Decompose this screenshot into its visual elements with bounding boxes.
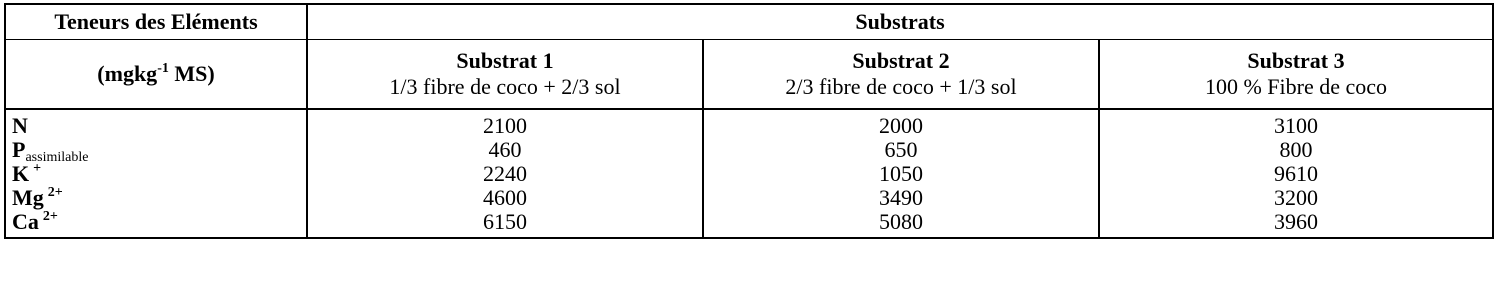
element-charge: +: [33, 161, 42, 176]
element-symbol: Mg: [12, 185, 44, 210]
element-charge: 2+: [42, 209, 58, 224]
element-label: [5, 109, 307, 138]
header-row-1: [5, 4, 1493, 40]
substrate-description: 2/3 fibre de coco + 1/3 sol: [785, 74, 1017, 99]
value-cell: 4600: [307, 186, 703, 210]
element-label: [5, 137, 307, 165]
table-row-mg: [5, 186, 1493, 210]
element-content-table: [4, 3, 1494, 239]
element-symbol: Ca: [12, 209, 39, 234]
value-cell: 650: [703, 138, 1099, 162]
unit-prefix: (mgkg: [97, 61, 158, 86]
value-cell: 3490: [703, 186, 1099, 210]
value-cell: 2000: [703, 109, 1099, 138]
value-cell: 3200: [1099, 186, 1493, 210]
value-cell: 3100: [1099, 109, 1493, 138]
substrats-title: Substrats: [307, 4, 1493, 40]
table-row-k: [5, 162, 1493, 186]
substrate-description: 100 % Fibre de coco: [1204, 74, 1388, 99]
unit-label: [5, 40, 307, 110]
unit-exponent: -1: [157, 61, 169, 76]
value-cell: 1050: [703, 162, 1099, 186]
value-cell: 800: [1099, 138, 1493, 162]
element-symbol: N: [12, 113, 28, 138]
element-label: [5, 186, 307, 210]
element-symbol: K: [12, 161, 30, 186]
value-cell: 460: [307, 138, 703, 162]
element-charge: 2+: [47, 185, 63, 200]
value-cell: 2100: [307, 109, 703, 138]
value-cell: 6150: [307, 210, 703, 238]
value-cell: 3960: [1099, 210, 1493, 238]
element-symbol: P: [12, 137, 26, 162]
table-row-n: [5, 109, 1493, 138]
element-subscript: assimilable: [25, 150, 89, 165]
substrate-header-3: [1099, 40, 1493, 110]
value-cell: 5080: [703, 210, 1099, 238]
substrate-description: 1/3 fibre de coco + 2/3 sol: [389, 74, 621, 99]
substrate-name: Substrat 2: [852, 48, 950, 73]
table-row-p: [5, 138, 1493, 162]
header-row-2: [5, 40, 1493, 110]
value-cell: 9610: [1099, 162, 1493, 186]
substrate-header-1: [307, 40, 703, 110]
table-row-ca: [5, 210, 1493, 238]
substrate-name: Substrat 3: [1247, 48, 1345, 73]
substrate-name: Substrat 1: [456, 48, 554, 73]
unit-suffix: MS): [168, 61, 215, 86]
element-label: [5, 162, 307, 186]
value-cell: 2240: [307, 162, 703, 186]
substrate-header-2: [703, 40, 1099, 110]
elements-column-title: Teneurs des Eléments: [5, 4, 307, 40]
element-label: [5, 210, 307, 238]
